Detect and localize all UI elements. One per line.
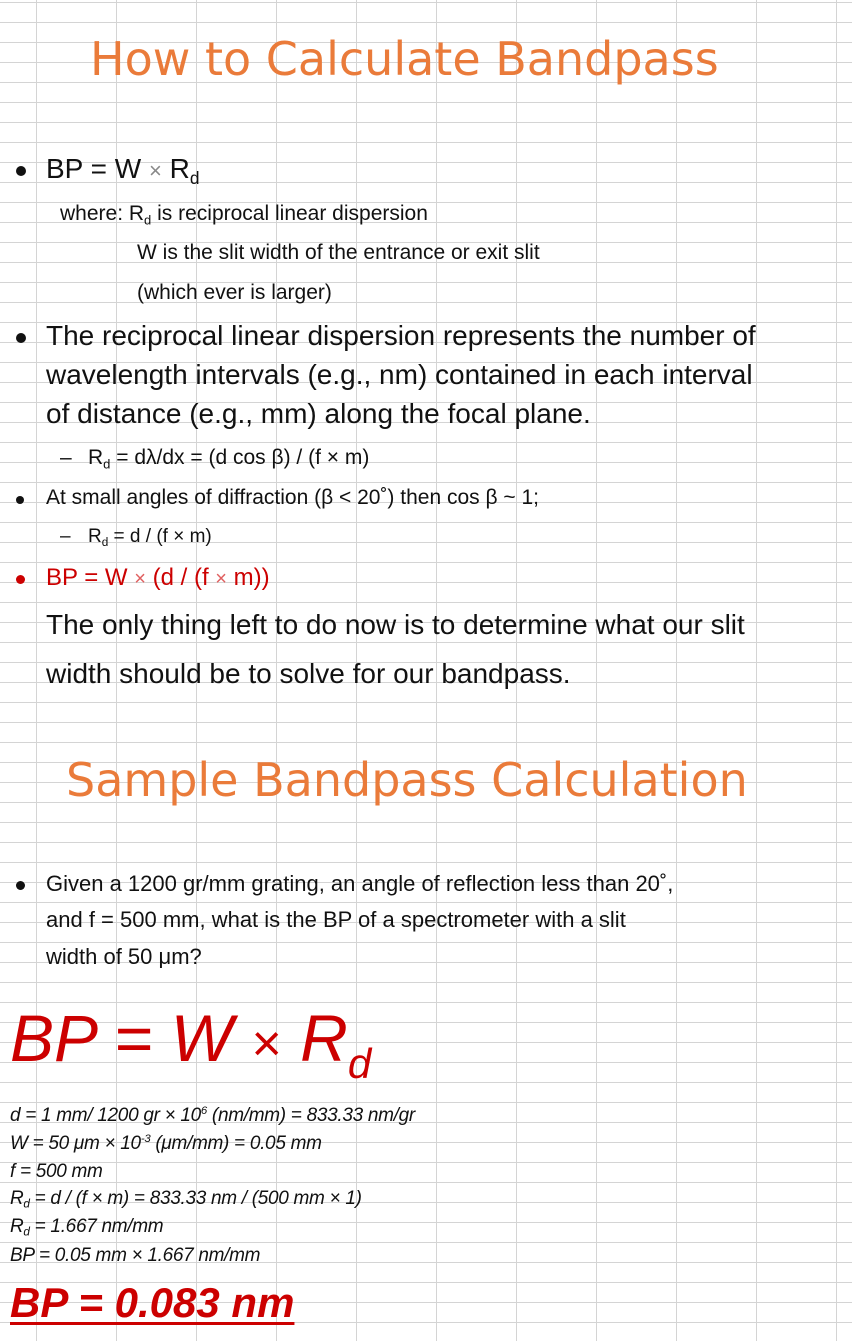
work-sup: 6 — [200, 1105, 207, 1118]
given-line-1: Given a 1200 gr/mm grating, an angle of reflection less than 20˚, — [46, 871, 674, 896]
bp-formula — [46, 153, 200, 189]
work-line-w — [10, 1133, 322, 1155]
small-angle-line: At small angles of diffraction (β < 20˚) then cos β ~ 1; — [46, 486, 540, 509]
rd-rest: = d / (f × m) — [108, 526, 212, 547]
dash-bullet: – — [60, 446, 72, 469]
where-sub: d — [144, 212, 152, 228]
dash-bullet: – — [60, 526, 71, 547]
formula-r: R — [300, 1001, 348, 1075]
final-answer: BP = 0.083 nm — [10, 1279, 295, 1326]
work-part: d = 1 mm/ 1200 gr × 10 — [10, 1105, 201, 1126]
work-part: = d / (f × m) = 833.33 nm / (500 mm × 1) — [29, 1188, 362, 1209]
rd-r: R — [88, 446, 104, 469]
rd-simplified — [88, 526, 212, 549]
section-title: How to Calculate Bandpass — [90, 32, 719, 86]
red-formula-part: BP = W — [46, 564, 135, 591]
formula-sub: d — [347, 1039, 372, 1087]
red-bp-formula — [46, 564, 270, 592]
bullet-dot — [16, 333, 26, 343]
rd-r: R — [88, 526, 102, 547]
formula-lhs: BP = W — [10, 1001, 234, 1075]
rd-definition — [88, 446, 369, 472]
rd-rest: = dλ/dx = (d cos β) / (f × m) — [110, 446, 370, 469]
bullet-dot — [16, 166, 26, 176]
work-sub: d — [23, 1197, 30, 1211]
work-part: W = 50 μm × 10 — [10, 1133, 141, 1154]
red-formula-part: m)) — [226, 564, 270, 591]
work-r: R — [10, 1188, 24, 1209]
section-title: Sample Bandpass Calculation — [66, 753, 748, 807]
where-line-3: (which ever is larger) — [137, 281, 332, 304]
work-sub: d — [23, 1225, 30, 1239]
paragraph-line-2: wavelength intervals (e.g., nm) contained in each interval — [46, 359, 753, 390]
times-symbol: × — [215, 568, 227, 590]
where-line-2: W is the slit width of the entrance or exit slit — [137, 241, 540, 264]
work-line-rd — [10, 1188, 362, 1210]
rd-sub: d — [101, 536, 109, 550]
times-symbol: × — [134, 568, 146, 590]
work-line-d — [10, 1105, 415, 1127]
formula-lhs: BP = W — [46, 153, 142, 184]
times-symbol: × — [251, 1015, 282, 1073]
given-line-2: and f = 500 mm, what is the BP of a spectrometer with a slit — [46, 907, 626, 932]
work-part: (μm/mm) = 0.05 mm — [150, 1133, 322, 1154]
work-line-bp: BP = 0.05 mm × 1.667 nm/mm — [10, 1245, 261, 1266]
big-bp-formula — [10, 1000, 372, 1087]
work-r: R — [10, 1216, 24, 1237]
rd-sub: d — [103, 456, 111, 472]
where-prefix: where: R — [60, 202, 145, 225]
paragraph-line-1: The reciprocal linear dispersion represents the number of — [46, 320, 756, 351]
paragraph-line-3: of distance (e.g., mm) along the focal plane. — [46, 398, 591, 429]
work-part: (nm/mm) = 833.33 nm/gr — [206, 1105, 415, 1126]
bullet-dot — [16, 496, 24, 504]
bullet-dot — [16, 575, 25, 584]
red-formula-part: (d / (f — [145, 564, 216, 591]
formula-r: R — [169, 153, 190, 184]
work-line-f: f = 500 mm — [10, 1161, 103, 1182]
bullet-dot — [16, 881, 25, 890]
formula-sub: d — [189, 168, 200, 189]
work-sup: -3 — [140, 1133, 151, 1146]
work-line-rd-value — [10, 1216, 163, 1238]
work-part: = 1.667 nm/mm — [29, 1216, 164, 1237]
where-suffix: is reciprocal linear dispersion — [151, 202, 428, 225]
times-symbol: × — [148, 158, 162, 183]
where-line — [60, 202, 428, 228]
conclusion-line-1: The only thing left to do now is to determine what our slit — [46, 609, 745, 640]
given-line-3: width of 50 μm? — [46, 944, 202, 969]
conclusion-line-2: width should be to solve for our bandpass. — [46, 658, 571, 689]
